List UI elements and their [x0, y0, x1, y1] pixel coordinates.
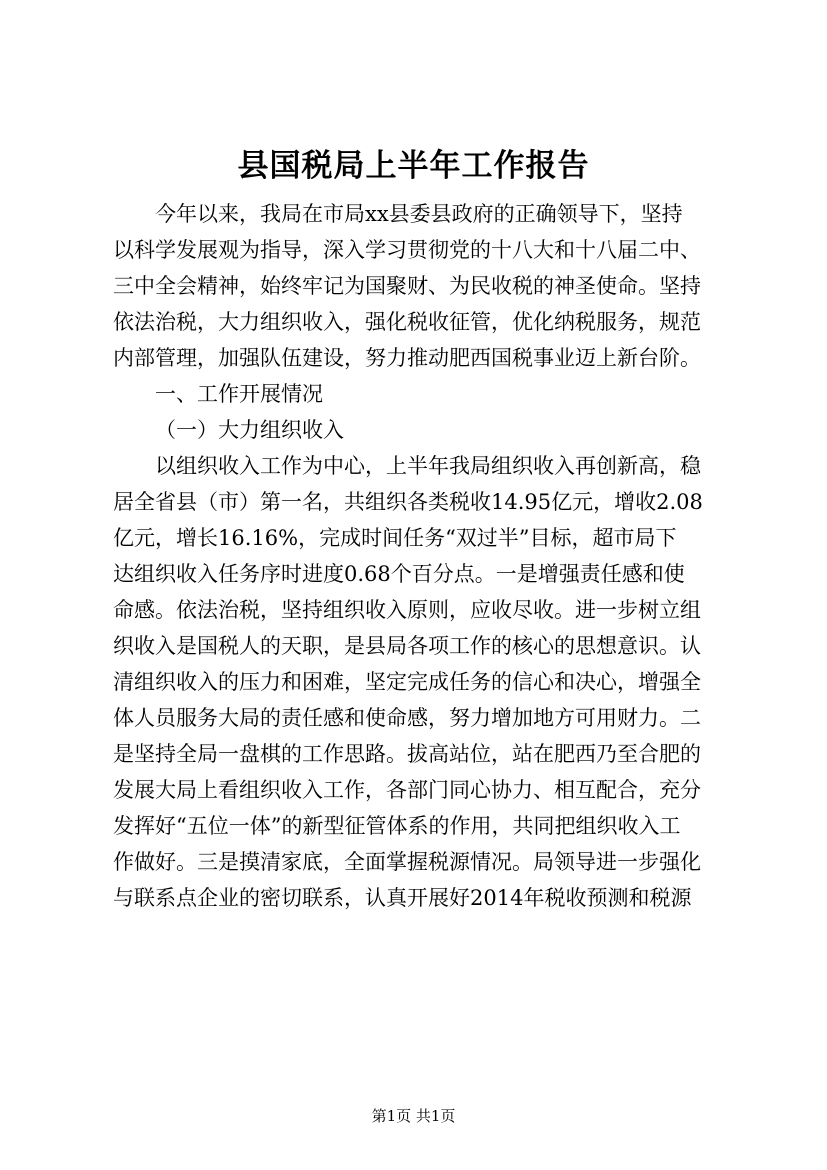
- paragraph-line: 以科学发展观为指导，深入学习贯彻党的十八大和十八届二中、: [113, 238, 701, 262]
- paragraph-line: 亿元，增长16.16%，完成时间任务“双过半”目标，超市局下: [113, 526, 677, 550]
- paragraph-line: 内部管理，加强队伍建设，努力推动肥西国税事业迈上新台阶。: [113, 346, 701, 370]
- paragraph-line: 发挥好“五位一体”的新型征管体系的作用，共同把组织收入工: [113, 814, 681, 838]
- paragraph-line: 清组织收入的压力和困难，坚定完成任务的信心和决心，增强全: [113, 670, 701, 694]
- document-body: [113, 196, 733, 916]
- paragraph-line: 体人员服务大局的责任感和使命感，努力增加地方可用财力。二: [113, 706, 701, 730]
- paragraph-line: 达组织收入任务序时进度0.68个百分点。一是增强责任感和使: [113, 562, 685, 586]
- paragraph-line: 是坚持全局一盘棋的工作思路。拔高站位，站在肥西乃至合肥的: [113, 742, 701, 766]
- paragraph-line: 织收入是国税人的天职，是县局各项工作的核心的思想意识。认: [113, 634, 701, 658]
- paragraph-line: 三中全会精神，始终牢记为国聚财、为民收税的神圣使命。坚持: [113, 274, 701, 298]
- paragraph-line: 发展大局上看组织收入工作，各部门同心协力、相互配合，充分: [113, 778, 701, 802]
- paragraph-line: 依法治税，大力组织收入，强化税收征管，优化纳税服务，规范: [113, 310, 701, 334]
- document-title: 县国税局上半年工作报告: [237, 148, 590, 184]
- section-heading: 一、工作开展情况: [155, 382, 323, 406]
- paragraph-line: 以组织收入工作为中心，上半年我局组织收入再创新高，稳: [155, 454, 701, 478]
- subsection-heading: （一）大力组织收入: [155, 418, 344, 442]
- paragraph-line: 作做好。三是摸清家底，全面掌握税源情况。局领导进一步强化: [113, 850, 701, 874]
- paragraph-line: 居全省县（市）第一名，共组织各类税收14.95亿元，增收2.08: [113, 490, 703, 514]
- paragraph-line: 与联系点企业的密切联系，认真开展好2014年税收预测和税源: [113, 886, 692, 910]
- paragraph-line: 今年以来，我局在市局xx县委县政府的正确领导下，坚持: [155, 202, 683, 226]
- paragraph-line: 命感。依法治税，坚持组织收入原则，应收尽收。进一步树立组: [113, 598, 701, 622]
- page-footer: 第1页 共1页: [371, 1107, 456, 1125]
